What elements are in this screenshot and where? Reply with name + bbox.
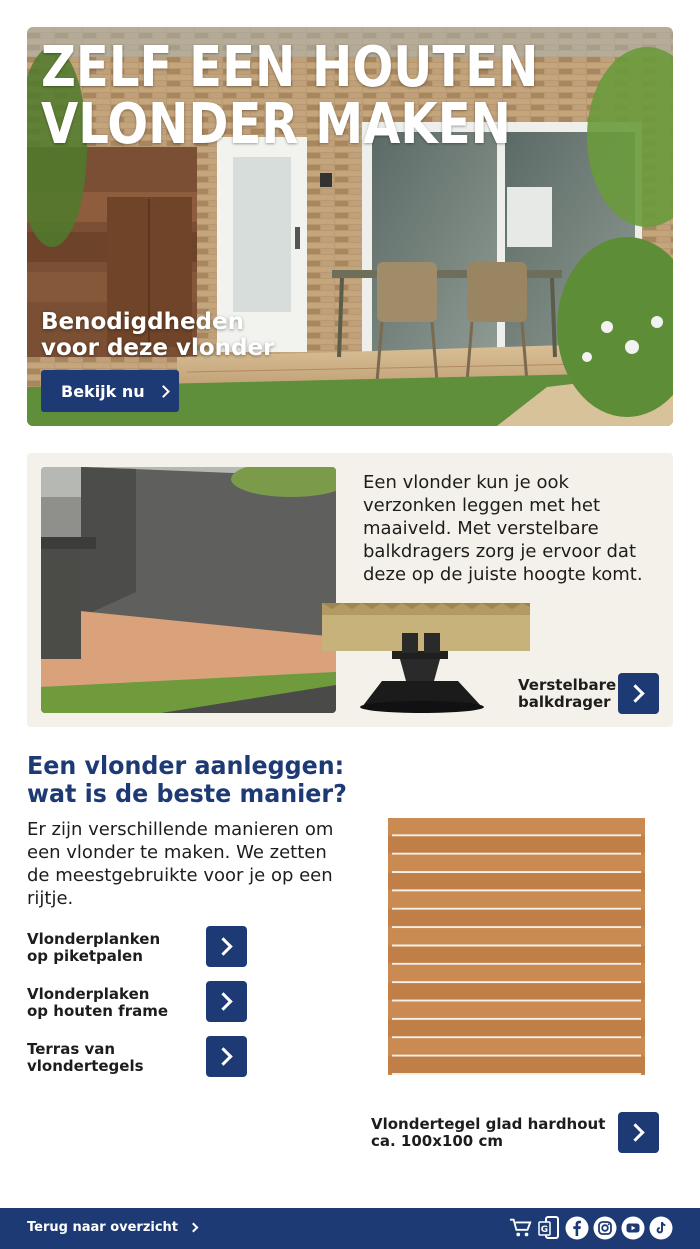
balkdrager-label: Verstelbare balkdrager	[518, 676, 617, 711]
chevron-right-icon	[626, 684, 644, 702]
section-intro: Er zijn verschillende manieren om een vlonder te maken. We zetten de meestgebruikte voor je op een rijtje.	[27, 819, 334, 909]
bekijk-nu-label: Bekijk nu	[61, 381, 145, 401]
vlondertegel-label: Vlondertegel glad hardhout ca. 100x100 cm	[371, 1115, 606, 1150]
tiktok-icon[interactable]	[649, 1216, 673, 1240]
option-piketpalen-label: Vlonderplanken op piketpalen	[27, 930, 161, 965]
footer-icons	[509, 1216, 673, 1240]
youtube-icon[interactable]	[621, 1216, 645, 1240]
hero-subtitle: Benodigdheden voor deze vlonder	[41, 309, 275, 361]
sunken-deck-info	[27, 453, 673, 727]
info-text: Een vlonder kun je ook verzonken leggen met het maaiveld. Met verstelbare balkdragers zorg je ervoor dat deze op de juiste hoogte komt.	[363, 472, 643, 585]
balkdrager-product-image	[322, 603, 530, 715]
chevron-right-icon	[189, 1223, 199, 1233]
option-piketpalen-button[interactable]	[206, 926, 247, 967]
vlondertegel-product-image	[388, 818, 645, 1075]
option-vlondertegels-button[interactable]	[206, 1036, 247, 1077]
hero-title-line-2: VLONDER MAKEN	[41, 92, 511, 157]
balkdrager-arrow-button[interactable]	[618, 673, 659, 714]
option-houten-frame-label: Vlonderplaken op houten frame	[27, 985, 169, 1020]
svg-text:G: G	[540, 1225, 549, 1235]
bekijk-nu-button[interactable]	[41, 370, 179, 412]
hero-banner[interactable]	[27, 27, 673, 426]
chevron-right-icon	[157, 385, 170, 398]
mobile-app-icon[interactable]	[537, 1216, 561, 1240]
facebook-icon[interactable]	[565, 1216, 589, 1240]
chevron-right-icon	[214, 992, 232, 1010]
hero-title-line-1: ZELF EEN HOUTEN	[41, 35, 539, 100]
option-vlondertegels-label: Terras van vlondertegels	[27, 1040, 144, 1075]
sunken-deck-photo	[41, 467, 336, 713]
back-to-overview-label: Terug naar overzicht	[27, 1220, 179, 1235]
hero-title	[41, 35, 539, 157]
instagram-icon[interactable]	[593, 1216, 617, 1240]
section-title: Een vlonder aanleggen: wat is de beste manier?	[27, 751, 347, 808]
option-houten-frame-button[interactable]	[206, 981, 247, 1022]
back-to-overview-link[interactable]	[27, 1220, 197, 1235]
chevron-right-icon	[626, 1123, 644, 1141]
vlondertegel-arrow-button[interactable]	[618, 1112, 659, 1153]
footer-bar	[0, 1208, 700, 1249]
chevron-right-icon	[214, 1047, 232, 1065]
chevron-right-icon	[214, 937, 232, 955]
cart-icon[interactable]	[509, 1216, 533, 1240]
